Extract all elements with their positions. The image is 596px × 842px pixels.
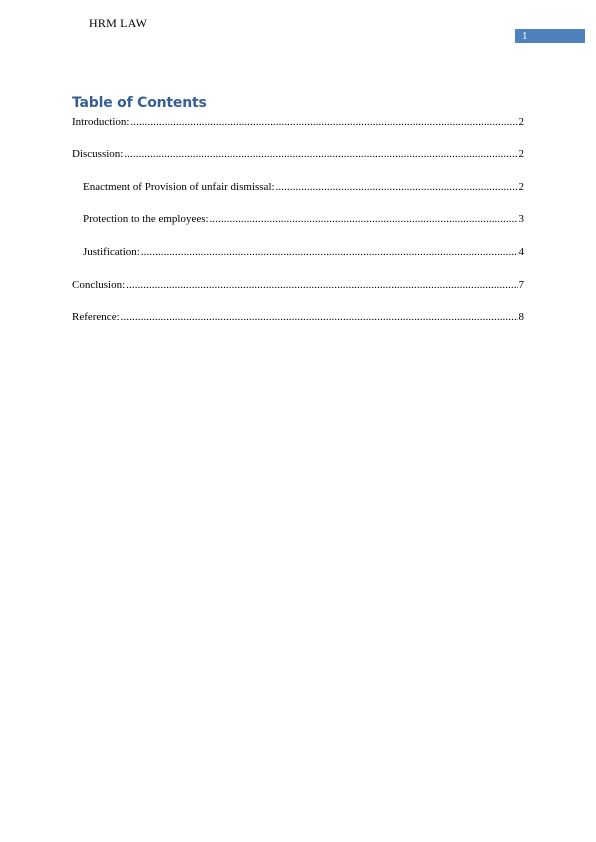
toc-entry-justification[interactable] [83,245,524,259]
toc-entry-label: Reference: [72,311,120,323]
toc-entry-page: 8 [518,311,524,323]
page-number: 1 [522,30,528,42]
toc-entry-label: Discussion: [72,148,124,160]
toc-entry-page: 2 [518,116,524,128]
page-number-badge [515,29,585,43]
toc-entry-introduction[interactable] [72,115,524,129]
toc-entry-protection[interactable] [83,212,524,226]
toc-dot-leader [130,115,517,129]
toc-dot-leader [276,180,518,194]
toc-dot-leader [126,278,517,292]
toc-heading: Table of Contents [72,95,207,111]
toc-entry-label: Protection to the employees: [83,213,209,225]
toc-entry-page: 7 [518,279,524,291]
toc-entry-label: Introduction: [72,116,130,128]
toc-entry-page: 4 [518,246,524,258]
toc-entry-conclusion[interactable] [72,278,524,292]
toc-entry-reference[interactable] [72,310,524,324]
header-title: HRM LAW [89,16,148,30]
toc-entry-label: Conclusion: [72,279,126,291]
toc-dot-leader [141,245,518,259]
toc-entry-enactment[interactable] [83,180,524,194]
toc-entry-page: 3 [518,213,524,225]
toc-entry-discussion[interactable] [72,147,524,161]
toc-dot-leader [121,310,518,324]
toc-dot-leader [124,147,517,161]
toc-dot-leader [210,212,518,226]
toc-entry-label: Justification: [83,246,140,258]
toc-entry-page: 2 [518,148,524,160]
toc-entry-label: Enactment of Provision of unfair dismissal: [83,181,275,193]
toc-entry-page: 2 [518,181,524,193]
